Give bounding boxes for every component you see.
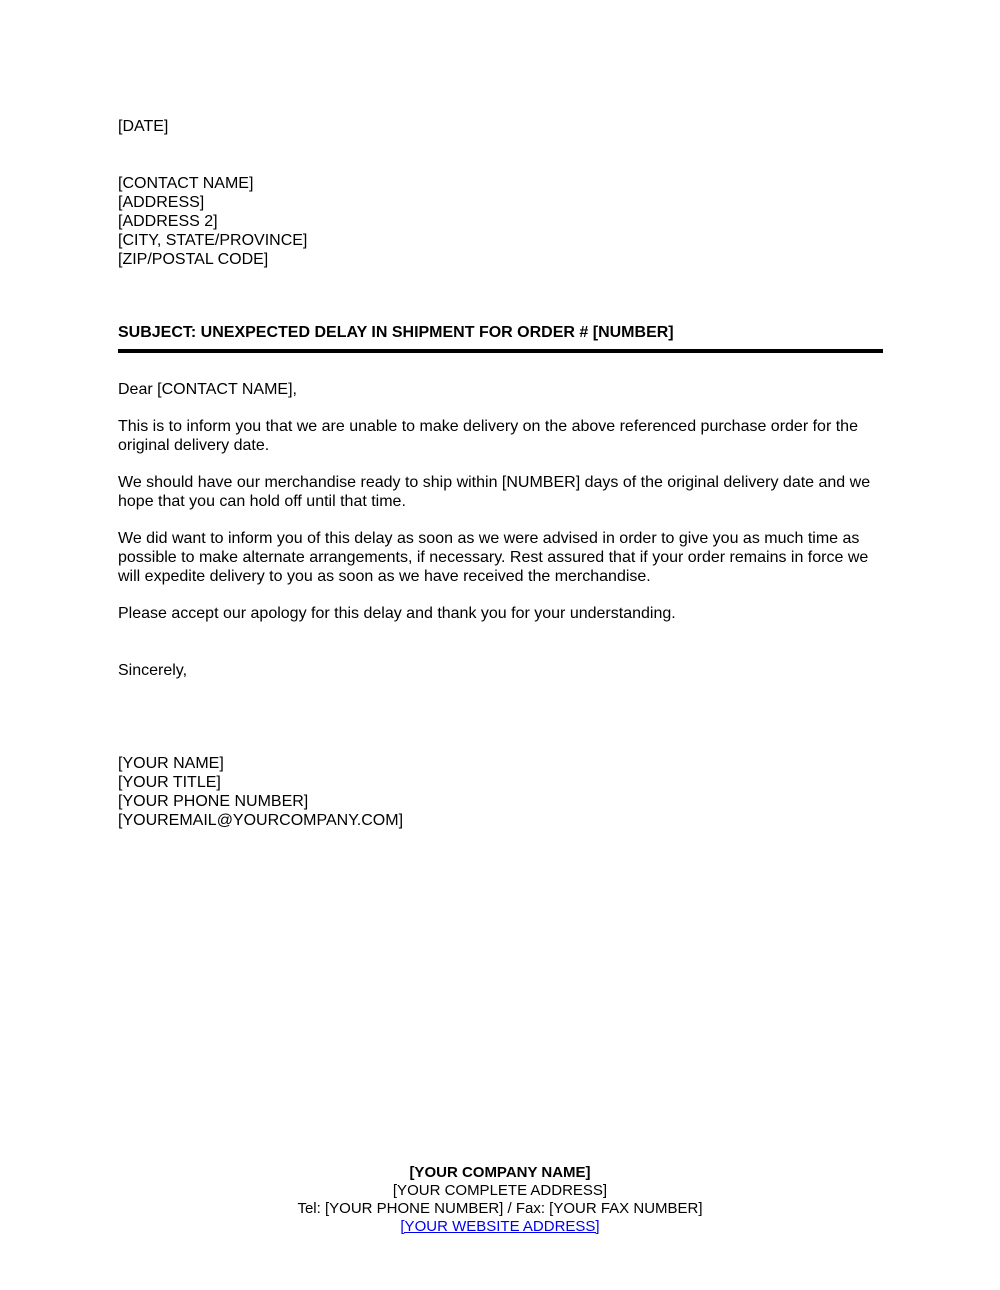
recipient-contact-name: [CONTACT NAME] [118,175,254,192]
recipient-address: [ADDRESS] [118,194,205,211]
signature-email: [YOUREMAIL@YOURCOMPANY.COM] [118,812,404,829]
signature-phone: [YOUR PHONE NUMBER] [118,793,309,810]
footer-contact: Tel: [YOUR PHONE NUMBER] / Fax: [YOUR FAX NUMBER] [297,1200,703,1217]
closing [118,661,884,680]
date-text: [DATE] [118,118,169,135]
recipient-address-block [118,174,884,269]
footer-website-link[interactable]: [YOUR WEBSITE ADDRESS] [400,1218,600,1235]
subject-line [118,323,884,342]
footer-address: [YOUR COMPLETE ADDRESS] [392,1182,608,1199]
letterhead-footer [0,1164,1000,1236]
salutation: Dear [CONTACT NAME], [118,381,297,398]
footer-company-name: [YOUR COMPANY NAME] [409,1164,591,1181]
letter-body [118,380,884,641]
subject-divider [118,349,883,353]
recipient-address-2: [ADDRESS 2] [118,213,218,230]
signature-name: [YOUR NAME] [118,755,224,772]
letter-date [118,117,884,136]
body-paragraph-3: We did want to inform you of this delay as soon as we were advised in order to give you as much time as possible to make alternate arrangements, if necessary. Rest assured that if your order remains in force we will expedite delivery to you as soon as we have received the merchandise. [118,530,869,585]
signature-block [118,754,884,830]
signature-title: [YOUR TITLE] [118,774,221,791]
recipient-zip: [ZIP/POSTAL CODE] [118,251,269,268]
closing-text: Sincerely, [118,662,188,679]
subject-text: SUBJECT: UNEXPECTED DELAY IN SHIPMENT FOR ORDER # [NUMBER] [118,324,674,341]
recipient-city-state: [CITY, STATE/PROVINCE] [118,232,308,249]
body-paragraph-4: Please accept our apology for this delay and thank you for your understanding. [118,605,676,622]
body-paragraph-1: This is to inform you that we are unable to make delivery on the above referenced purchase order for the original delivery date. [118,418,858,454]
body-paragraph-2: We should have our merchandise ready to ship within [NUMBER] days of the original delivery date and we hope that you can hold off until that time. [118,474,871,510]
